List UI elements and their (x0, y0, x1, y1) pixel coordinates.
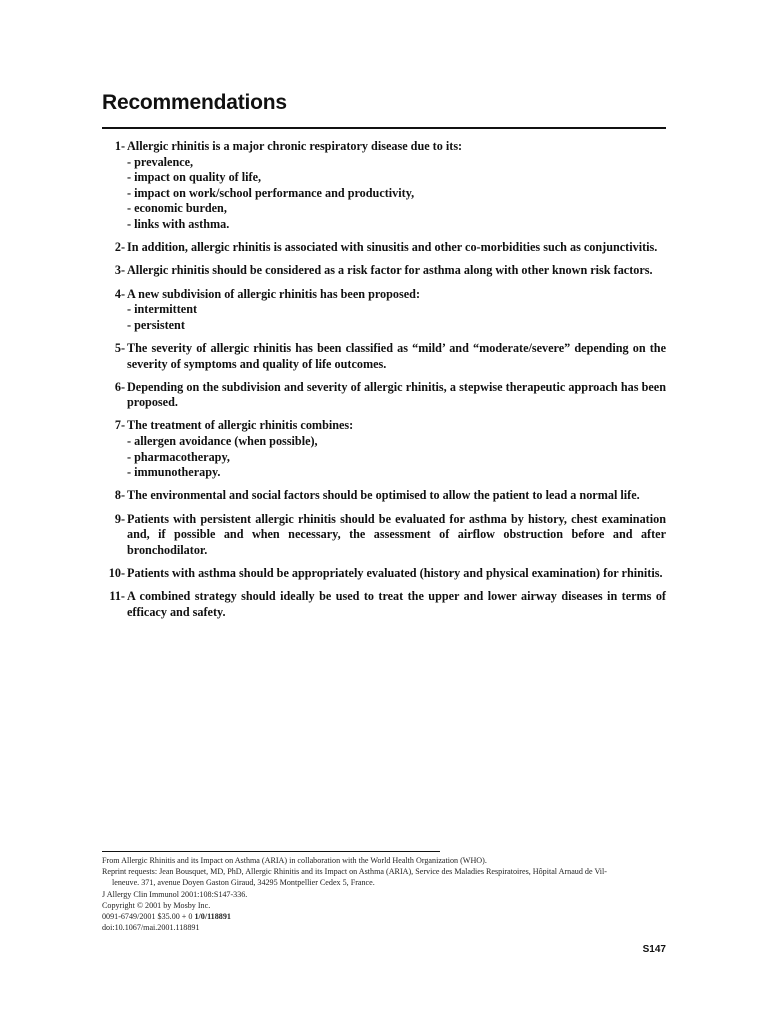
recommendation-item (102, 240, 666, 256)
footnote (102, 855, 666, 933)
footnote-copyright: Copyright © 2001 by Mosby Inc. (102, 900, 211, 910)
item-sub-point: - allergen avoidance (when possible), (127, 434, 318, 449)
item-body (125, 418, 666, 480)
recommendation-item (102, 380, 666, 411)
item-number: 2- (114, 240, 125, 255)
item-sub-point: - economic burden, (127, 201, 227, 216)
title-rule (102, 127, 666, 129)
item-number: 11- (109, 589, 125, 604)
item-sub-point: - pharmacotherapy, (127, 449, 230, 464)
item-body (125, 139, 666, 233)
footnote-doi: doi:10.1067/mai.2001.118891 (102, 923, 200, 933)
item-body (125, 380, 666, 411)
issn-id: 1/0/118891 (194, 912, 231, 922)
item-number: 10- (108, 566, 125, 580)
footnote-issn (102, 911, 666, 922)
item-sub-point: - links with asthma. (127, 216, 230, 231)
item-number: 8- (114, 488, 125, 503)
item-text: Allergic rhinitis is a major chronic respiratory disease due to its: (127, 139, 463, 153)
recommendation-item (102, 488, 666, 504)
recommendation-item (102, 139, 666, 233)
issn-text: 0091-6749/2001 $35.00 + 0 (102, 912, 193, 922)
item-text: Depending on the subdivision and severity of allergic rhinitis, a stepwise therapeutic approach has been proposed. (127, 379, 666, 410)
recommendation-item (102, 589, 666, 620)
item-sub-point: - immunotherapy. (127, 465, 221, 480)
item-text: Allergic rhinitis should be considered as a risk factor for asthma along with other known risk factors. (127, 263, 653, 278)
recommendation-item (102, 418, 666, 480)
item-sub-point: - intermittent (127, 302, 198, 317)
footnote-rule (102, 851, 440, 852)
item-number: 3- (114, 263, 125, 278)
item-text: Patients with persistent allergic rhinitis should be evaluated for asthma by history, chest examination and, if possible and when necessary, the assessment of airflow obstruction before and after bronchodilator. (127, 511, 666, 557)
item-text: Patients with asthma should be appropriately evaluated (history and physical examination) for rhinitis. (127, 566, 663, 580)
item-sub-point: - impact on work/school performance and productivity, (127, 185, 415, 200)
footnote-citation: J Allergy Clin Immunol 2001:108:S147-336. (102, 889, 248, 899)
page-number: S147 (642, 944, 666, 955)
footnote-reprint-cont: leneuve. 371, avenue Doyen Gaston Giraud, 34295 Montpellier Cedex 5, France. (112, 878, 375, 888)
item-number: 9- (114, 511, 125, 526)
item-body (125, 240, 666, 256)
item-number: 5- (114, 340, 125, 355)
recommendation-item (102, 566, 666, 582)
item-sub-point: - persistent (127, 317, 185, 332)
item-body (125, 341, 666, 372)
item-sub-point: - prevalence, (127, 154, 194, 169)
item-body (125, 488, 666, 504)
item-text: The severity of allergic rhinitis has been classified as “mild’ and “moderate/severe” depending on the severity of symptoms and quality of life outcomes. (127, 340, 666, 371)
item-text: A combined strategy should ideally be used to treat the upper and lower airway diseases in terms of efficacy and safety. (127, 589, 666, 619)
item-body (125, 263, 666, 279)
recommendation-item (102, 263, 666, 279)
item-number: 6- (114, 379, 125, 394)
page-title: Recommendations (102, 91, 287, 114)
footnote-from: From Allergic Rhinitis and its Impact on Asthma (ARIA) in collaboration with the World Health Organization (WHO). (102, 856, 487, 865)
item-sub-point: - impact on quality of life, (127, 170, 262, 185)
item-number: 7- (114, 418, 125, 433)
item-text: The treatment of allergic rhinitis combines: (127, 418, 354, 433)
recommendation-item (102, 512, 666, 559)
recommendation-item (102, 287, 666, 334)
item-text: The environmental and social factors should be optimised to allow the patient to lead a normal life. (127, 488, 640, 503)
item-text: A new subdivision of allergic rhinitis has been proposed: (127, 286, 420, 301)
item-number: 1- (114, 139, 125, 153)
recommendations-list (102, 139, 666, 628)
footnote-reprint: Reprint requests: Jean Bousquet, MD, PhD, Allergic Rhinitis and its Impact on Asthma (ARIA), Service des Maladies Respiratoires, Hôpital Arnaud de Vil- (102, 867, 607, 877)
item-body (125, 512, 666, 559)
recommendation-item (102, 341, 666, 372)
item-number: 4- (114, 286, 125, 301)
item-text: In addition, allergic rhinitis is associated with sinusitis and other co-morbidities such as conjunctivitis. (127, 240, 658, 255)
item-body (125, 287, 666, 334)
item-body (125, 566, 666, 582)
item-body (125, 589, 666, 620)
